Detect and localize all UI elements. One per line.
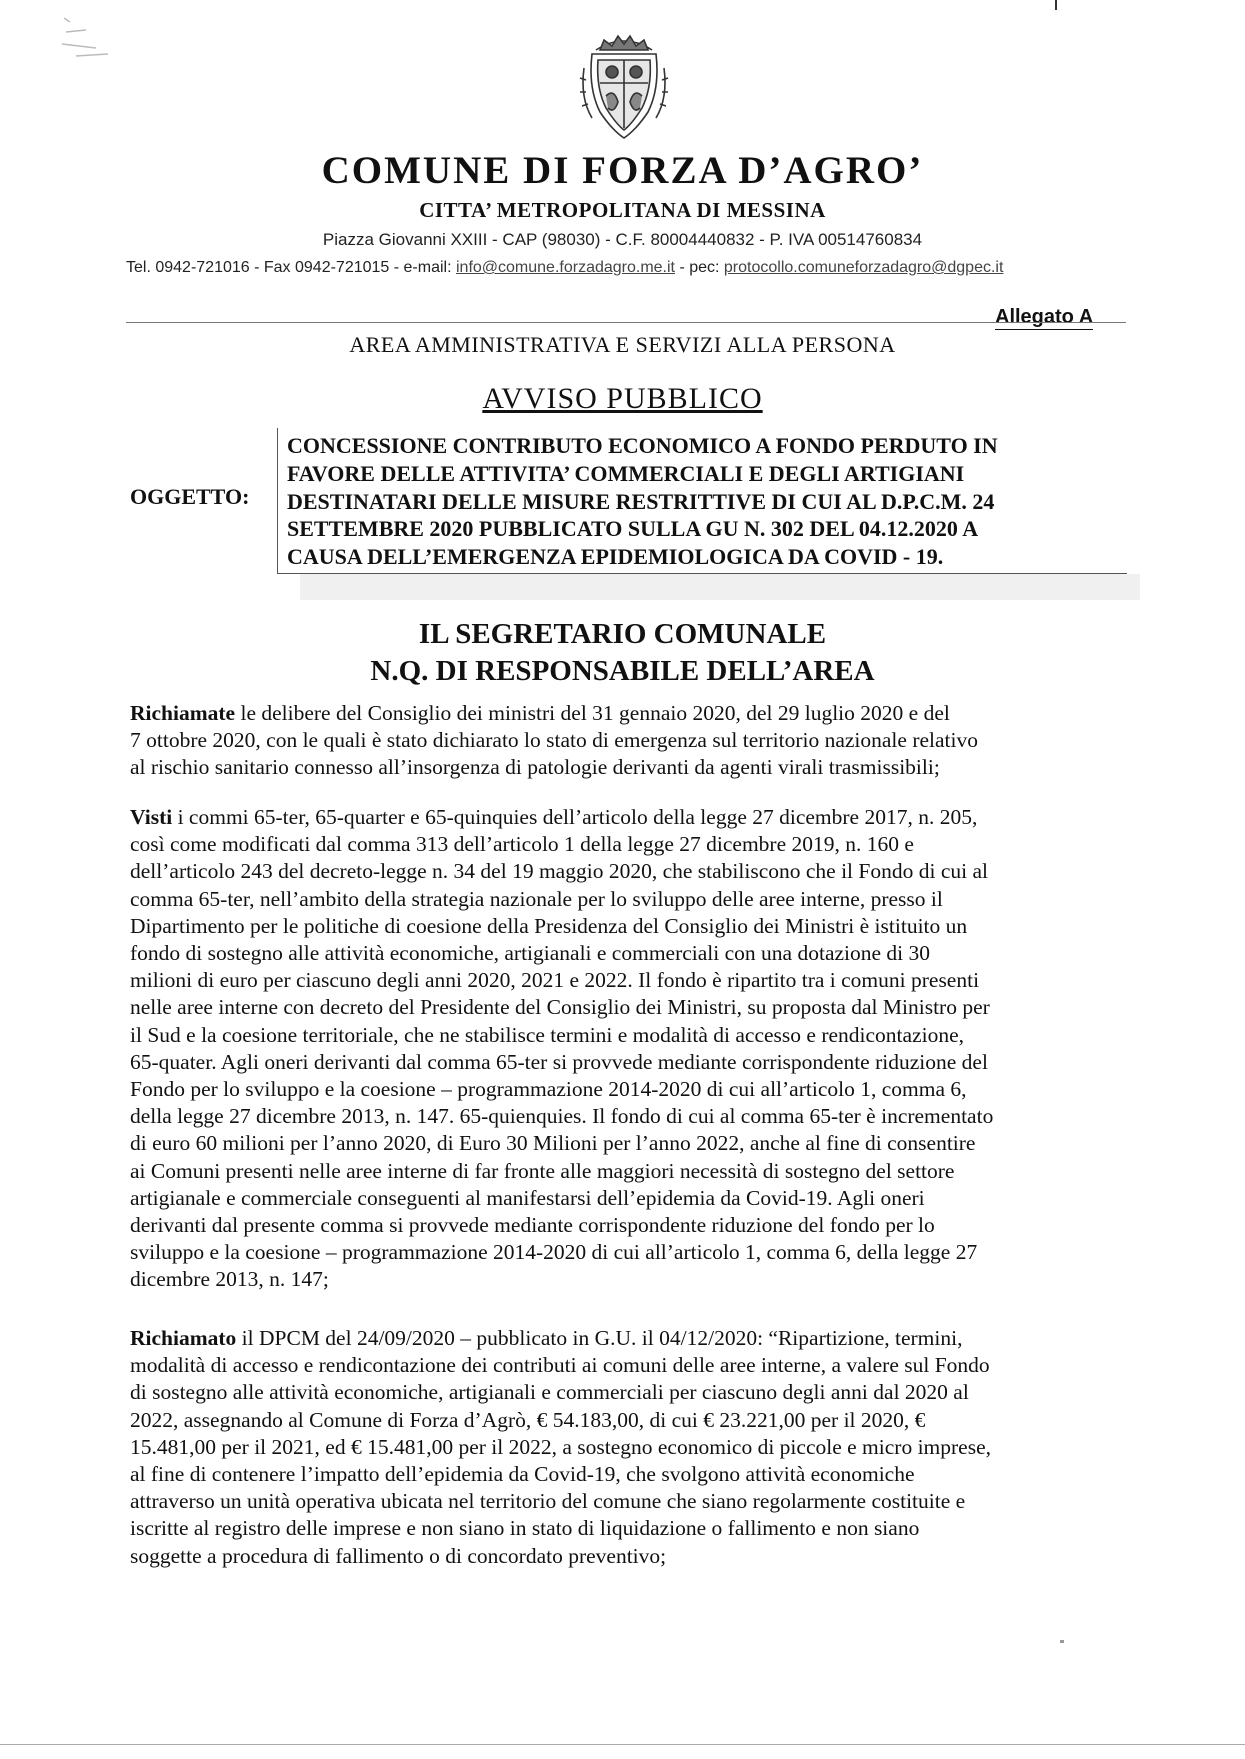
paragraph-lead: Visti — [130, 805, 173, 829]
paragraph-line: iscritte al registro delle imprese e non siano in stato di liquidazione o fallimento e non siano — [130, 1516, 920, 1541]
paragraph-visti — [130, 804, 1130, 1294]
paragraph-line: sviluppo e la coesione – programmazione 2014-2020 di cui all’articolo 1, comma 6, della legge 27 — [130, 1240, 978, 1265]
paragraph-line: al rischio sanitario connesso all’insorgenza di patologie derivanti da agenti virali trasmissibili; — [130, 755, 940, 780]
subject-line: CONCESSIONE CONTRIBUTO ECONOMICO A FONDO PERDUTO IN — [287, 433, 998, 458]
paragraph-line: Dipartimento per le politiche di coesione della Presidenza del Consiglio dei Ministri è istituito un — [130, 913, 968, 938]
paragraph-line: soggette a procedura di fallimento o di concordato preventivo; — [130, 1543, 667, 1568]
header-divider — [126, 322, 1126, 323]
paragraph-line: ai Comuni presenti nelle aree interne di far fronte alle maggiori necessità di sostegno del settore — [130, 1158, 955, 1183]
paragraph-line: Fondo per lo sviluppo e la coesione – programmazione 2014-2020 di cui all’articolo 1, comma 6, — [130, 1077, 967, 1102]
paragraph-line: 15.481,00 per il 2021, ed € 15.481,00 per il 2022, a sostegno economico di piccole e micro imprese, — [130, 1434, 992, 1459]
paragraph-line: così come modificati dal comma 313 dell’articolo 1 della legge 27 dicembre 2019, n. 160 e — [130, 832, 914, 857]
subject-divider — [277, 428, 278, 573]
signatory-role: N.Q. DI RESPONSABILE DELL’AREA — [370, 655, 875, 687]
paragraph-line: della legge 27 dicembre 2013, n. 147. 65-quienquies. Il fondo di cui al comma 65-ter è incrementato — [130, 1104, 994, 1129]
municipality-contacts — [126, 259, 1146, 277]
subject-line: SETTEMBRE 2020 PUBBLICATO SULLA GU N. 302 DEL 04.12.2020 A — [287, 516, 979, 542]
paragraph-line: 7 ottobre 2020, con le quali è stato dichiarato lo stato di emergenza sul territorio nazionale relativo — [130, 728, 978, 753]
paragraph-line: attraverso un unità operativa ubicata nel territorio del comune che siano regolarmente costituite e — [130, 1489, 966, 1514]
paragraph-line: milioni di euro per ciascuno degli anni 2020, 2021 e 2022. Il fondo è ripartito tra i comuni presenti — [130, 968, 980, 993]
contacts-phone-fax: Tel. 0942-721016 - Fax 0942-721015 - e-mail: — [126, 259, 456, 276]
paragraph-line: comma 65-ter, nell’ambito della strategia nazionale per lo sviluppo delle aree interne, presso il — [130, 886, 943, 911]
paragraph-lead: Richiamate — [130, 701, 236, 725]
paragraph-line: nelle aree interne con decreto del Presidente del Consiglio dei Ministri, su proposta dal Ministro per — [130, 995, 990, 1020]
municipality-subtitle: CITTA’ METROPOLITANA DI MESSINA — [419, 198, 826, 222]
paragraph-line: 2022, assegnando al Comune di Forza d’Agrò, € 54.183,00, di cui € 23.221,00 per il 2020, € — [130, 1407, 926, 1432]
paragraph-line: Visti i commi 65-ter, 65-quarter e 65-quinquies dell’articolo della legge 27 dicembre 2017, n. 205, — [130, 805, 978, 829]
attachment-label: Allegato A — [995, 306, 1094, 328]
scan-edge — [0, 1744, 1245, 1745]
email-link[interactable]: info@comune.forzadagro.me.it — [455, 259, 675, 276]
paragraph-line: Richiamate le delibere del Consiglio dei ministri del 31 gennaio 2020, del 29 luglio 2020 e del — [130, 701, 950, 725]
subject-line: FAVORE DELLE ATTIVITA’ COMMERCIALI E DEGLI ARTIGIANI — [287, 460, 965, 486]
paragraph-richiamato — [130, 1325, 1130, 1570]
subject-text — [287, 432, 1130, 571]
paragraph-line: il Sud e la coesione territoriale, che ne stabilisce termini e modalità di accesso e rendicontazione, — [130, 1022, 964, 1047]
pec-label: - pec: — [675, 259, 724, 276]
subject-line: DESTINATARI DELLE MISURE RESTRITTIVE DI CUI AL D.P.C.M. 24 — [287, 488, 995, 514]
subject-label: OGGETTO: — [130, 484, 250, 509]
paragraph-line: modalità di accesso e rendicontazione dei contributi ai comuni delle aree interne, a valere sul Fondo — [130, 1353, 990, 1378]
scan-artifact — [56, 10, 126, 70]
notice-title: AVVISO PUBBLICO — [482, 382, 763, 415]
paragraph-line: 65-quater. Agli oneri derivanti dal comma 65-ter si provvede mediante corrispondente riduzione del — [130, 1049, 988, 1074]
paragraph-line: artigianale e commerciale conseguenti al manifestarsi dell’epidemia da Covid-19. Agli oneri — [130, 1185, 925, 1210]
paragraph-line: al fine di contenere l’impatto dell’epidemia da Covid-19, che svolgono attività economiche — [130, 1462, 915, 1487]
paragraph-line: Richiamato il DPCM del 24/09/2020 – pubblicato in G.U. il 04/12/2020: “Ripartizione, termini, — [130, 1326, 963, 1350]
paragraph-richiamate — [130, 700, 1130, 782]
scan-shadow — [300, 574, 1140, 600]
department-heading: AREA AMMINISTRATIVA E SERVIZI ALLA PERSONA — [349, 332, 896, 357]
municipal-crest-icon — [578, 28, 670, 143]
paragraph-line: derivanti dal presente comma si provvede mediante corrispondente riduzione del fondo per lo — [130, 1213, 935, 1238]
paragraph-line: fondo di sostegno alle attività economiche, artigianali e commerciali con una dotazione di 30 — [130, 941, 931, 966]
paragraph-line: di euro 60 milioni per l’anno 2020, di Euro 30 Milioni per l’anno 2022, anche al fine di consentire — [130, 1131, 976, 1156]
paragraph-lead: Richiamato — [130, 1326, 237, 1350]
paragraph-line: dicembre 2013, n. 147; — [130, 1267, 329, 1292]
scan-mark — [1055, 0, 1057, 10]
municipality-title: COMUNE DI FORZA D’AGRO’ — [321, 149, 924, 192]
paragraph-line: di sostegno alle attività economiche, artigianali e commerciali per ciascuno degli anni dal 2020 al — [130, 1380, 969, 1405]
paragraph-line: dell’articolo 243 del decreto-legge n. 34 del 19 maggio 2020, che stabiliscono che il Fondo di cui al — [130, 859, 988, 884]
signatory-title: IL SEGRETARIO COMUNALE — [418, 618, 827, 650]
scan-speck — [1060, 1640, 1064, 1643]
municipality-address: Piazza Giovanni XXIII - CAP (98030) - C.F. 80004440832 - P. IVA 00514760834 — [322, 230, 923, 249]
pec-link[interactable]: protocollo.comuneforzadagro@dgpec.it — [723, 259, 1004, 276]
subject-line: CAUSA DELL’EMERGENZA EPIDEMIOLOGICA DA COVID - 19. — [287, 544, 944, 570]
